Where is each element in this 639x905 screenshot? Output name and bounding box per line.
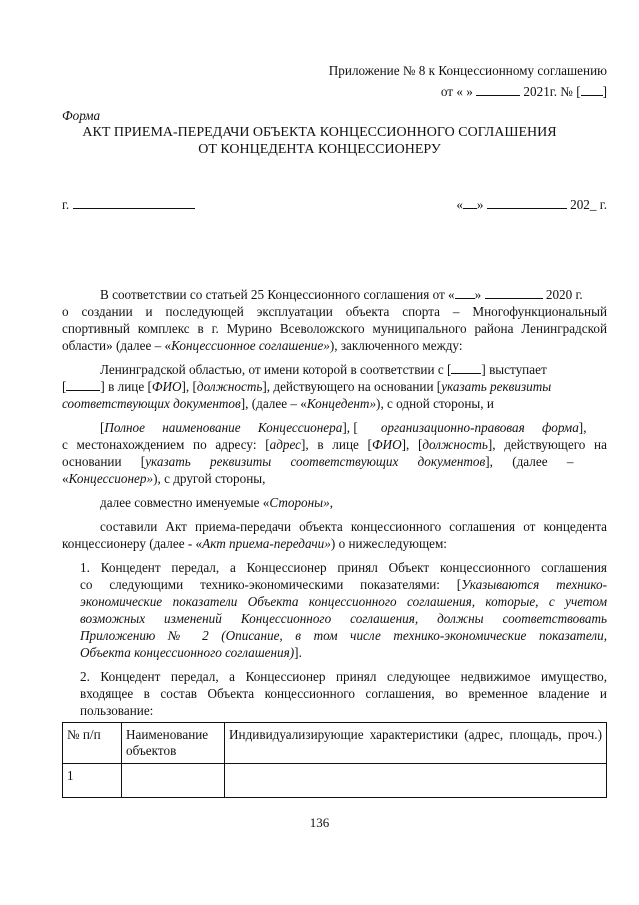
p2-line-1: Ленинградской областью, от имени которой в соответствии с [ ] выступает bbox=[100, 362, 547, 377]
item1-line-1: 1. Концедент передал, а Концессионер принял Объект концессионного соглашения bbox=[80, 560, 607, 575]
appendix-date-line: от « » 2021г. № [ ] bbox=[440, 84, 607, 99]
p3-line-3: основании [указать реквизиты соответствующих документов], (далее – bbox=[62, 454, 574, 469]
table-header-row bbox=[63, 723, 607, 764]
col-header-characteristics: Индивидуализирующие характеристики (адрес, площадь, проч.) bbox=[225, 723, 607, 764]
item2-line-1: 2. Концедент передал, а Концессионер принял следующее недвижимое имущество, bbox=[80, 669, 607, 684]
p5-line-2: концессионеру (далее - «Акт приема-передачи») о нижеследующем: bbox=[62, 536, 447, 551]
p3-line-4: «Концессионер»), с другой стороны, bbox=[62, 471, 266, 486]
table-row bbox=[63, 764, 607, 798]
cell-object-name bbox=[122, 764, 225, 798]
p2-line-2: [ ] в лице [ФИО], [должность], действующего на основании [указать реквизиты bbox=[62, 379, 552, 394]
p1-line-4: области» (далее – «Концессионное соглашение»), заключенного между: bbox=[62, 338, 463, 353]
p1-line-1: В соответствии со статьей 25 Концессионного соглашения от « » 2020 г. bbox=[100, 287, 583, 302]
cell-row-number: 1 bbox=[63, 764, 122, 798]
item1-line-5: Приложению № 2 (Описание, в том числе технико-экономические показатели, bbox=[80, 628, 607, 643]
p4-line: далее совместно именуемые «Стороны», bbox=[100, 495, 333, 510]
date-field: « » 202_ г. bbox=[456, 197, 607, 212]
item1-line-3: экономические показатели Объекта концессионного соглашения, которые, с учетом bbox=[80, 594, 607, 609]
p3-line-2: с местонахождением по адресу: [адрес], в лице [ФИО], [должность], действующего на bbox=[62, 437, 607, 452]
form-label: Форма bbox=[62, 108, 101, 123]
property-table bbox=[62, 722, 607, 798]
page-number: 136 bbox=[309, 815, 330, 830]
item2-line-3: пользование: bbox=[80, 703, 154, 718]
item1-line-2: со следующими технико-экономическими показателями: [Указываются технико- bbox=[80, 577, 607, 592]
col-header-number: № п/п bbox=[63, 723, 122, 764]
item1-line-6: Объекта концессионного соглашения)]. bbox=[80, 645, 302, 660]
col-header-name: Наименование объектов bbox=[122, 723, 225, 764]
p1-line-2: о создании и последующей эксплуатации объекта спорта – Многофункциональный bbox=[62, 304, 607, 319]
appendix-reference: Приложение № 8 к Концессионному соглашению bbox=[328, 63, 607, 78]
item1-line-4: возможных изменений Концессионного соглашения, должны соответствовать bbox=[80, 611, 607, 626]
title-line-1: АКТ ПРИЕМА-ПЕРЕДАЧИ ОБЪЕКТА КОНЦЕССИОННОГО СОГЛАШЕНИЯ bbox=[82, 125, 557, 140]
p3-line-1: [Полное наименование Концессионера], [ организационно-правовая форма], bbox=[100, 420, 587, 435]
city-field: г. bbox=[62, 196, 195, 213]
document-title bbox=[32, 124, 607, 158]
cell-characteristics bbox=[225, 764, 607, 798]
p5-line-1: составили Акт приема-передачи объекта концессионного соглашения от концедента bbox=[100, 519, 607, 534]
title-line-2: ОТ КОНЦЕДЕНТА КОНЦЕССИОНЕРУ bbox=[198, 142, 441, 157]
p2-line-3: соответствующих документов], (далее – «Концедент»), с одной стороны, и bbox=[62, 396, 494, 411]
p1-line-3: спортивный комплекс в г. Мурино Всеволожского муниципального района Ленинградской bbox=[62, 321, 607, 336]
item2-line-2: входящее в состав Объекта концессионного соглашения, во временное владение и bbox=[80, 686, 607, 701]
